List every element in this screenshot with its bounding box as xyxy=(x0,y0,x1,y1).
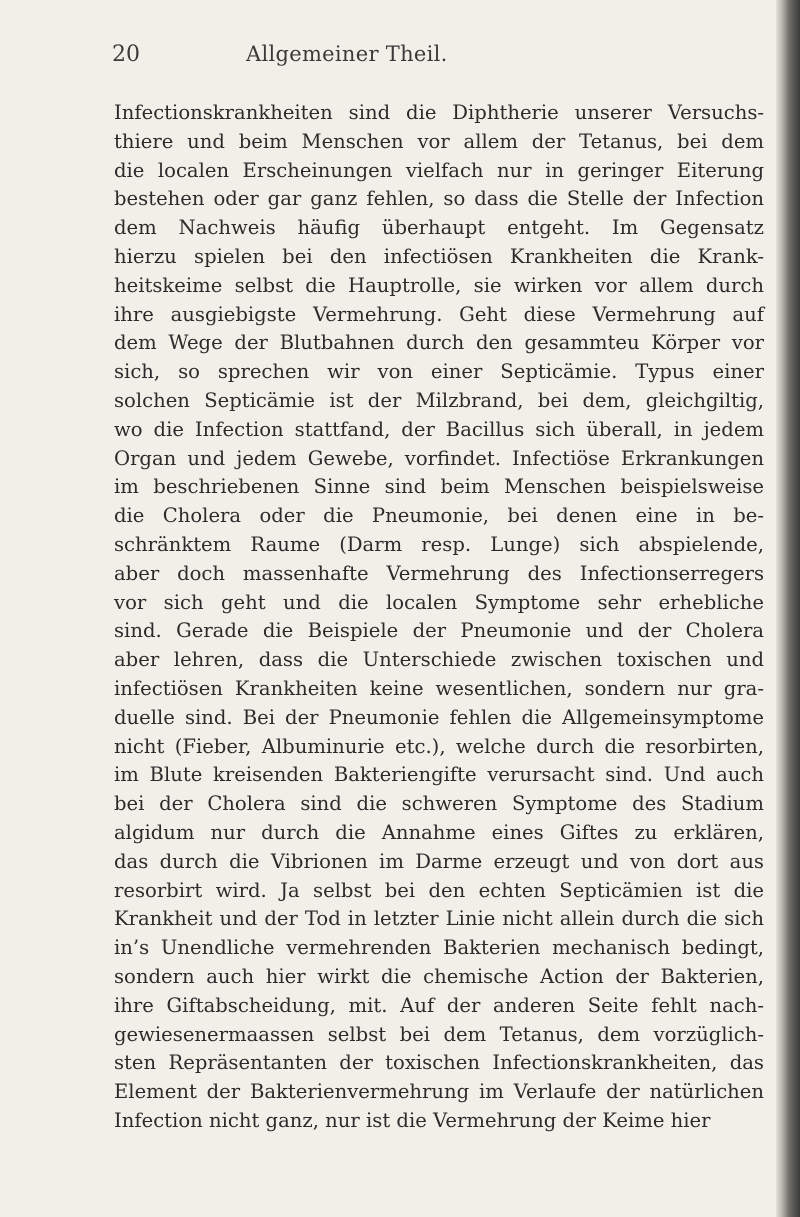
page-number: 20 xyxy=(112,42,140,67)
text-line: aber doch massenhafte Vermehrung des Infectionserregers xyxy=(114,561,764,585)
text-line: dem Nachweis häufig überhaupt entgeht. Im Gegensatz xyxy=(114,216,764,240)
page-header xyxy=(0,42,800,74)
page-edge-shadow xyxy=(776,0,800,1217)
text-line: sich, so sprechen wir von einer Septicämie. Typus einer xyxy=(114,360,764,384)
text-line: ihre ausgiebigste Vermehrung. Geht diese Vermehrung auf xyxy=(114,302,764,326)
text-line: Krankheit und der Tod in letzter Linie nicht allein durch die sich xyxy=(114,907,764,931)
text-line: sondern auch hier wirkt die chemische Action der Bakterien, xyxy=(114,964,764,988)
text-line: solchen Septicämie ist der Milzbrand, bei dem, gleichgiltig, xyxy=(114,388,764,412)
text-line: vor sich geht und die localen Symptome sehr erhebliche xyxy=(114,590,764,614)
text-line: das durch die Vibrionen im Darme erzeugt und von dort aus xyxy=(114,849,764,873)
text-line: hierzu spielen bei den infectiösen Krankheiten die Krank- xyxy=(114,244,764,268)
text-line: bestehen oder gar ganz fehlen, so dass die Stelle der Infection xyxy=(114,187,764,211)
text-line: in’s Unendliche vermehrenden Bakterien mechanisch bedingt, xyxy=(114,936,764,960)
text-line: duelle sind. Bei der Pneumonie fehlen die Allgemeinsymptome xyxy=(114,705,764,729)
text-line: schränktem Raume (Darm resp. Lunge) sich abspielende, xyxy=(114,532,764,556)
text-line: sten Repräsentanten der toxischen Infectionskrankheiten, das xyxy=(114,1051,764,1075)
text-line: gewiesenermaassen selbst bei dem Tetanus, dem vorzüglich- xyxy=(114,1022,764,1046)
text-line: die Cholera oder die Pneumonie, bei denen eine in be- xyxy=(114,504,764,528)
body-text xyxy=(114,99,764,1136)
text-line: im Blute kreisenden Bakteriengifte verursacht sind. Und auch xyxy=(114,763,764,787)
text-line: heitskeime selbst die Hauptrolle, sie wirken vor allem durch xyxy=(114,273,764,297)
text-line: algidum nur durch die Annahme eines Giftes zu erklären, xyxy=(114,820,764,844)
text-line: wo die Infection stattfand, der Bacillus sich überall, in jedem xyxy=(114,417,764,441)
text-line: infectiösen Krankheiten keine wesentlichen, sondern nur gra- xyxy=(114,676,764,700)
text-line: im beschriebenen Sinne sind beim Menschen beispielsweise xyxy=(114,475,764,499)
text-line: Organ und jedem Gewebe, vorfindet. Infectiöse Erkrankungen xyxy=(114,446,764,470)
text-line: dem Wege der Blutbahnen durch den gesammteu Körper vor xyxy=(114,331,764,355)
text-line: thiere und beim Menschen vor allem der Tetanus, bei dem xyxy=(114,129,764,153)
text-line: resorbirt wird. Ja selbst bei den echten Septicämien ist die xyxy=(114,878,764,902)
text-line: aber lehren, dass die Unterschiede zwischen toxischen und xyxy=(114,648,764,672)
text-line: die localen Erscheinungen vielfach nur in geringer Eiterung xyxy=(114,158,764,182)
text-line: sind. Gerade die Beispiele der Pneumonie und der Cholera xyxy=(114,619,764,643)
text-line: ihre Giftabscheidung, mit. Auf der anderen Seite fehlt nach- xyxy=(114,993,764,1017)
running-title: Allgemeiner Theil. xyxy=(246,42,448,66)
text-line: Infection nicht ganz, nur ist die Vermehrung der Keime hier xyxy=(114,1108,711,1132)
text-line: nicht (Fieber, Albuminurie etc.), welche durch die resorbirten, xyxy=(114,734,764,758)
text-line: Infectionskrankheiten sind die Diphtherie unserer Versuchs- xyxy=(114,101,764,124)
text-line: bei der Cholera sind die schweren Symptome des Stadium xyxy=(114,792,764,816)
text-line: Element der Bakterienvermehrung im Verlaufe der natürlichen xyxy=(114,1080,764,1104)
